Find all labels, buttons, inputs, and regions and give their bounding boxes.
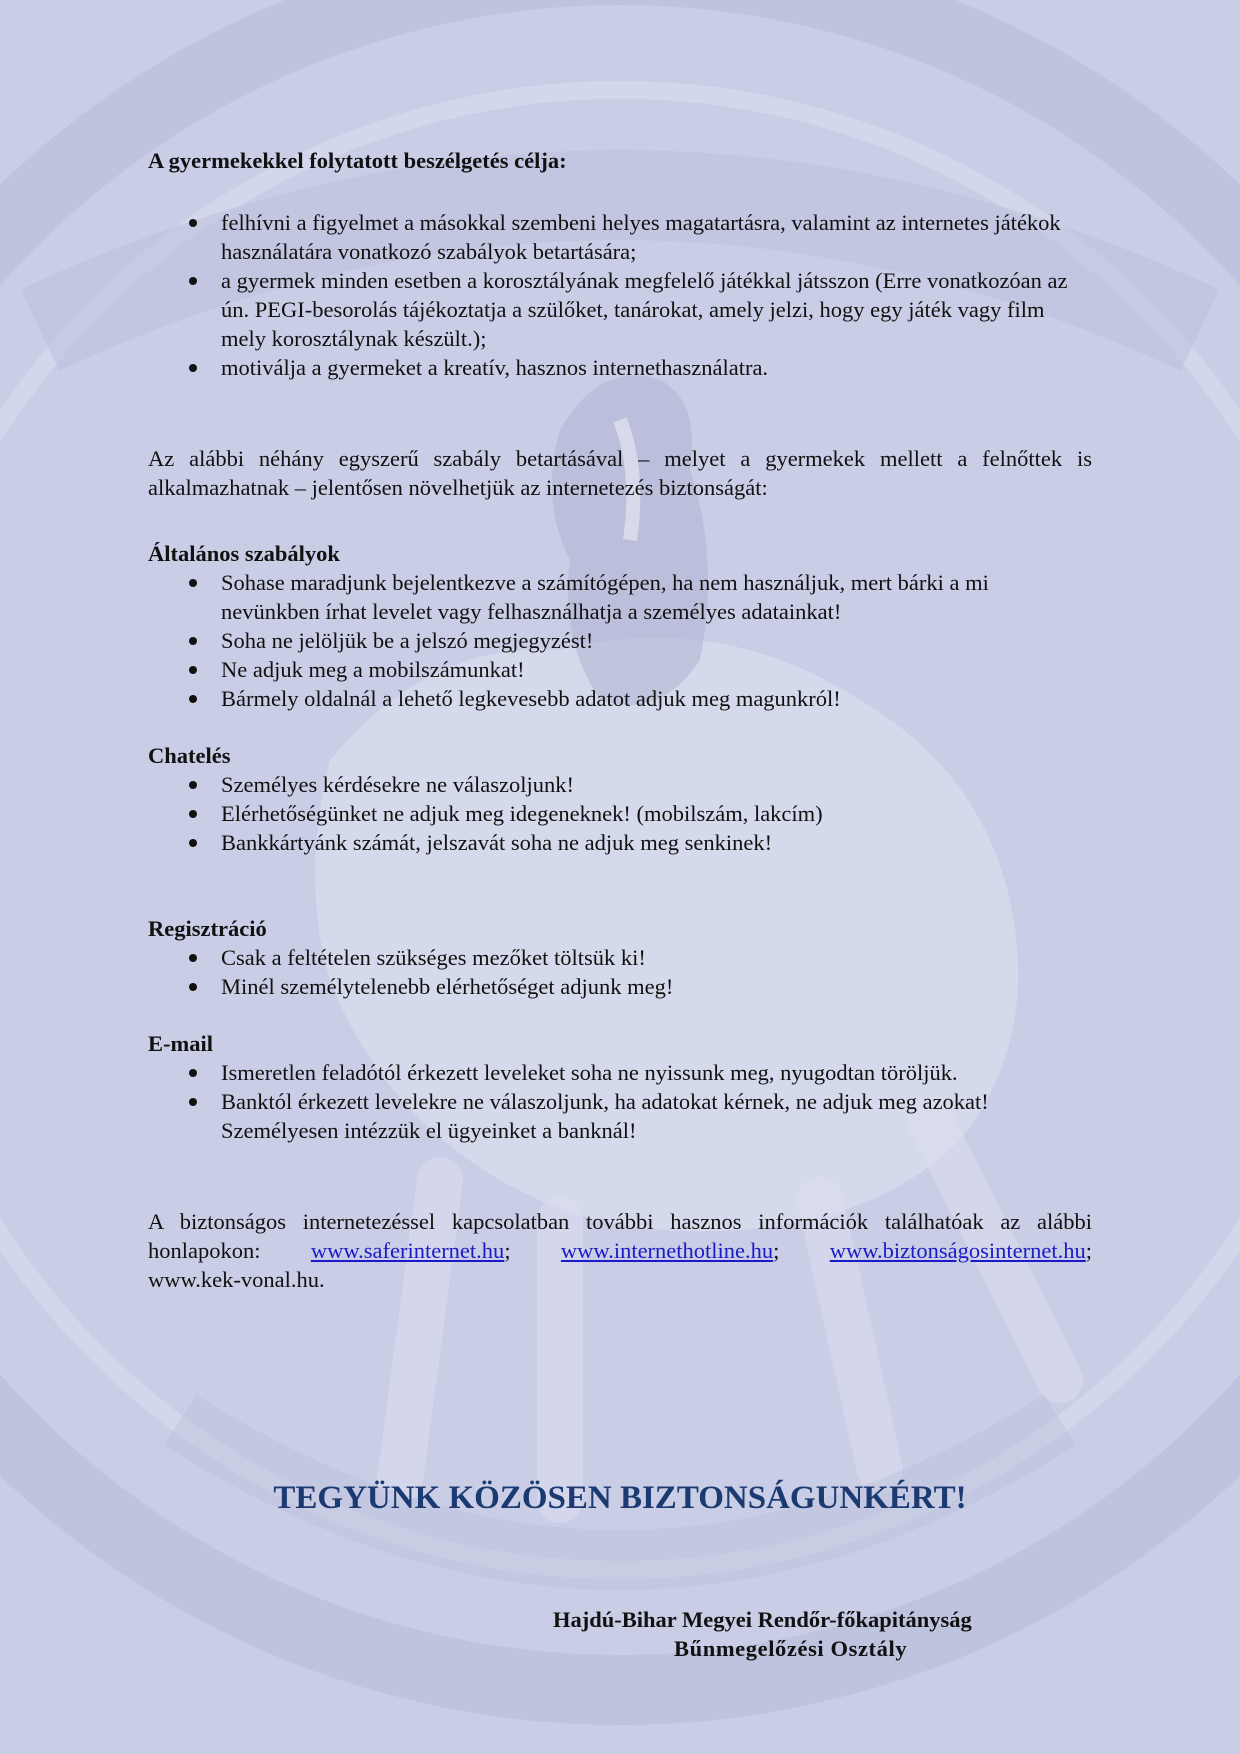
link-saferinternet[interactable]: www.saferinternet.hu	[310, 1238, 505, 1263]
list-item: Elérhetőségünket ne adjuk meg idegeneknek! (mobilszám, lakcím)	[221, 799, 1092, 828]
link-biztonsagosinternet[interactable]: www.biztonságosinternet.hu	[829, 1238, 1086, 1263]
list-item: Ne adjuk meg a mobilszámunkat!	[221, 655, 1092, 684]
list-item: motiválja a gyermeket a kreatív, hasznos internethasználatra.	[221, 353, 1092, 382]
list-item: Soha ne jelöljük be a jelszó megjegyzést!	[221, 626, 1092, 655]
footer-paragraph	[148, 1207, 1092, 1294]
list-item: Minél személytelenebb elérhetőséget adjunk meg!	[221, 972, 1092, 1001]
sign-department: Bűnmegelőzési Osztály	[674, 1636, 908, 1661]
document-body	[148, 146, 1092, 1294]
list-item: Banktól érkezett levelekre ne válaszoljunk, ha adatokat kérnek, ne adjuk meg azokat! Személyesen intézzük el ügyeinket a banknál!	[221, 1087, 1092, 1145]
general-rules-list	[148, 568, 1092, 713]
list-item: Személyes kérdésekre ne válaszoljunk!	[221, 770, 1092, 799]
footer-links-line: honlapokon: www.saferinternet.hu; www.internethotline.hu; www.biztonságosinternet.hu;	[148, 1238, 1093, 1263]
section-title-chat: Chatelés	[148, 743, 231, 768]
sign-organization: Hajdú-Bihar Megyei Rendőr-főkapitányság	[553, 1607, 972, 1632]
registration-rules-list	[148, 943, 1092, 1001]
section-title-registration: Regisztráció	[148, 916, 267, 941]
slogan-heading: TEGYÜNK KÖZÖSEN BIZTONSÁGUNKÉRT!	[273, 1480, 967, 1516]
list-item: felhívni a figyelmet a másokkal szembeni helyes magatartásra, valamint az internetes játékok használatára vonatkozó szabályok betartására;	[221, 208, 1092, 266]
email-rules-list	[148, 1058, 1092, 1145]
footer-last-site: www.kek-vonal.hu.	[148, 1267, 325, 1292]
signature-block	[553, 1605, 972, 1663]
section-title-email: E-mail	[148, 1031, 213, 1056]
list-item: Csak a feltételen szükséges mezőket töltsük ki!	[221, 943, 1092, 972]
chat-rules-list	[148, 770, 1092, 857]
list-item: Ismeretlen feladótól érkezett leveleket soha ne nyissunk meg, nyugodtan töröljük.	[221, 1058, 1092, 1087]
link-internethotline[interactable]: www.internethotline.hu	[560, 1238, 774, 1263]
list-item: Bármely oldalnál a lehető legkevesebb adatot adjuk meg magunkról!	[221, 684, 1092, 713]
intro-paragraph: Az alábbi néhány egyszerű szabály betartásával – melyet a gyermekek mellett a felnőttek is alkalmazhatnak – jelentősen növelhetjük az internetezés biztonságát:	[148, 446, 1092, 500]
list-item: Sohase maradjunk bejelentkezve a számítógépen, ha nem használjuk, mert bárki a mi nevünkben írhat levelet vagy felhasználhatja a személyes adatainkat!	[221, 568, 1092, 626]
list-item: a gyermek minden esetben a korosztályának megfelelő játékkal játsszon (Erre vonatkozóan az ún. PEGI-besorolás tájékoztatja a szülőket, tanárokat, amely jelzi, hogy egy játék vagy film mely korosztálynak készült.);	[221, 266, 1092, 353]
goal-list	[148, 208, 1092, 382]
footer-text: A biztonságos internetezéssel kapcsolatban további hasznos információk találhatóak az alábbi	[148, 1209, 1092, 1234]
list-item: Bankkártyánk számát, jelszavát soha ne adjuk meg senkinek!	[221, 828, 1092, 857]
section-title-general: Általános szabályok	[148, 541, 340, 566]
footer-lead: honlapokon:	[148, 1238, 261, 1263]
goal-heading: A gyermekekkel folytatott beszélgetés célja:	[148, 148, 567, 173]
